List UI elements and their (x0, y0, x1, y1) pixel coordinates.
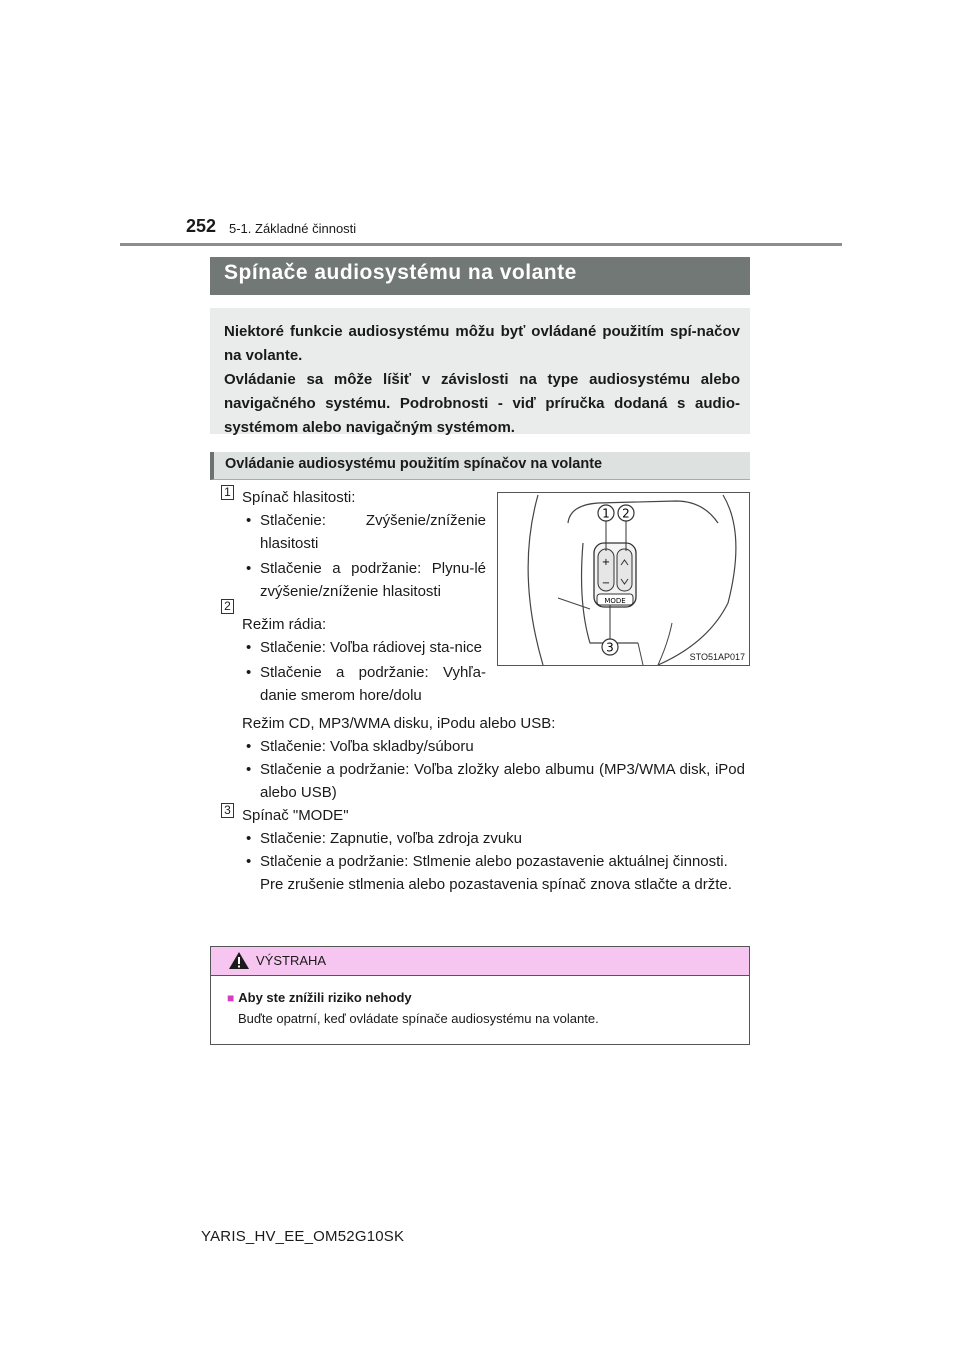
item-2-title: Režim rádia: (242, 616, 327, 633)
steering-wheel-illustration (498, 493, 749, 665)
item-3-title: Spínač "MODE" (242, 807, 349, 824)
item-1-title: Spínač hlasitosti: (242, 489, 356, 506)
item-1-bullet-2: • Stlačenie a podržanie: Plynu-lé zvýšenie/zníženie hlasitosti (242, 557, 486, 603)
item-2-bullet-1: • Stlačenie: Voľba rádiovej sta-nice (242, 636, 486, 659)
warning-title (227, 990, 412, 1005)
footer-code: YARIS_HV_EE_OM52G10SK (201, 1228, 405, 1245)
figure-code: STO51AP017 (689, 652, 745, 662)
item-2-cd-title: Režim CD, MP3/WMA disku, iPodu alebo USB: (242, 715, 556, 732)
warning-box (210, 946, 750, 1045)
intro-line-2: Ovládanie sa môže líšiť v závislosti na type audiosystému alebo navigačného systému. Podrobnosti - viď príručka dodaná s audio-systémom alebo navigačným systémom. (224, 371, 740, 436)
subheading: Ovládanie audiosystému použitím spínačov na volante (210, 452, 750, 480)
header-divider (120, 243, 842, 246)
mode-button-label: MODE (604, 597, 626, 605)
item-1 (242, 486, 486, 707)
item-3 (242, 804, 745, 896)
item-2-cd-bullet-1: • Stlačenie: Voľba skladby/súboru (242, 735, 745, 758)
steering-wheel-figure (497, 492, 750, 666)
callout-2-label: 2 (622, 506, 630, 521)
item-2-bullet-2: • Stlačenie a podržanie: Vyhľa-danie smerom hore/dolu (242, 661, 486, 707)
warning-heading: VÝSTRAHA (256, 953, 327, 968)
item-badge-3: 3 (221, 803, 234, 818)
item-badge-1: 1 (221, 485, 234, 500)
intro-line-1: Niektoré funkcie audiosystému môžu byť ovládané použitím spí-načov na volante. (224, 323, 740, 364)
callout-3-label: 3 (606, 640, 614, 655)
section-reference: 5-1. Základné činnosti (229, 221, 357, 236)
svg-text:+: + (601, 557, 611, 568)
item-1-bullet-1: • Stlačenie: Zvýšenie/zníženie hlasitosti (242, 509, 486, 555)
item-3-note: Pre zrušenie stlmenia alebo pozastavenia spínač znova stlačte a držte. (260, 876, 732, 893)
page-title: Spínače audiosystému na volante (210, 257, 750, 295)
warning-title-text: Aby ste znížili riziko nehody (238, 990, 412, 1005)
item-badge-2: 2 (221, 599, 234, 614)
item-3-bullet-2: • Stlačenie a podržanie: Stlmenie alebo pozastavenie aktuálnej činnosti. (242, 850, 745, 873)
callout-1-label: 1 (602, 506, 610, 521)
square-bullet-icon: ■ (227, 991, 235, 1005)
intro-box (210, 308, 750, 434)
warning-header (211, 947, 749, 976)
item-3-bullet-1: • Stlačenie: Zapnutie, voľba zdroja zvuku (242, 827, 745, 850)
warning-text: Buďte opatrní, keď ovládate spínače audiosystému na volante. (238, 1011, 599, 1026)
item-2-cd (242, 712, 745, 804)
svg-text:−: − (601, 578, 611, 589)
warning-icon (228, 951, 250, 970)
page-number: 252 (186, 216, 217, 236)
item-2-cd-bullet-2: • Stlačenie a podržanie: Voľba zložky alebo albumu (MP3/WMA disk, iPod alebo USB) (242, 758, 745, 804)
